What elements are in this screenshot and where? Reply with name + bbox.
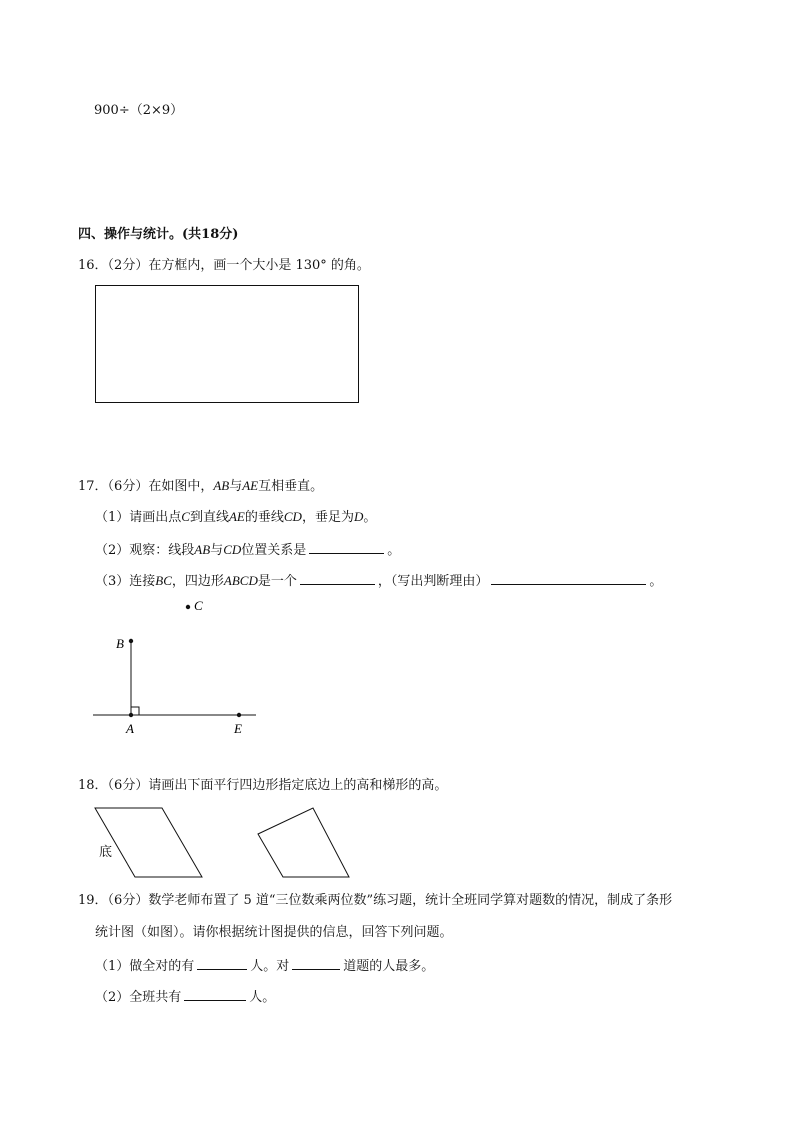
point-c	[186, 605, 190, 609]
question-16-text: 16．（2分）在方框内，画一个大小是 130° 的角。	[78, 258, 370, 273]
expression: 900÷（2×9）	[94, 103, 184, 118]
label-b: B	[116, 636, 124, 651]
answer-blank[interactable]	[197, 956, 247, 970]
question-19-part-1: （1）做全对的有 人。对 道题的人最多。	[95, 956, 434, 975]
question-18-text: 18．（6分）请画出下面平行四边形指定底边上的高和梯形的高。	[78, 778, 448, 793]
label-e: E	[234, 721, 242, 736]
trapezoid	[258, 808, 349, 877]
answer-blank[interactable]	[292, 956, 340, 970]
question-19-line-1: 19．（6分）数学老师布置了 5 道“三位数乘两位数”练习题，统计全班同学算对题数的情况，制成了条形	[78, 893, 673, 908]
answer-blank[interactable]	[184, 987, 246, 1001]
point-b	[129, 639, 133, 643]
label-c: C	[194, 598, 203, 613]
point-e	[237, 713, 241, 717]
question-17-part-1: （1）请画出点C到直线AE的垂线CD，垂足为D。	[95, 509, 377, 525]
section-heading: 四、操作与统计。(共18分)	[78, 227, 239, 242]
point-a	[129, 713, 133, 717]
parallelogram	[95, 808, 202, 877]
question-19-part-2: （2）全班共有 人。	[95, 987, 275, 1006]
label-a: A	[126, 721, 134, 736]
question-17-text: 17．（6分）在如图中，AB与AE互相垂直。	[78, 478, 324, 494]
question-17-part-3: （3）连接BC，四边形ABCD是一个 ，（写出判断理由） 。	[95, 573, 663, 589]
question-17-part-2: （2）观察：线段AB与CD位置关系是 。	[95, 542, 401, 558]
base-label: 底	[99, 845, 113, 860]
question-19-line-2: 统计图（如图）。请你根据统计图提供的信息，回答下列问题。	[95, 925, 453, 940]
